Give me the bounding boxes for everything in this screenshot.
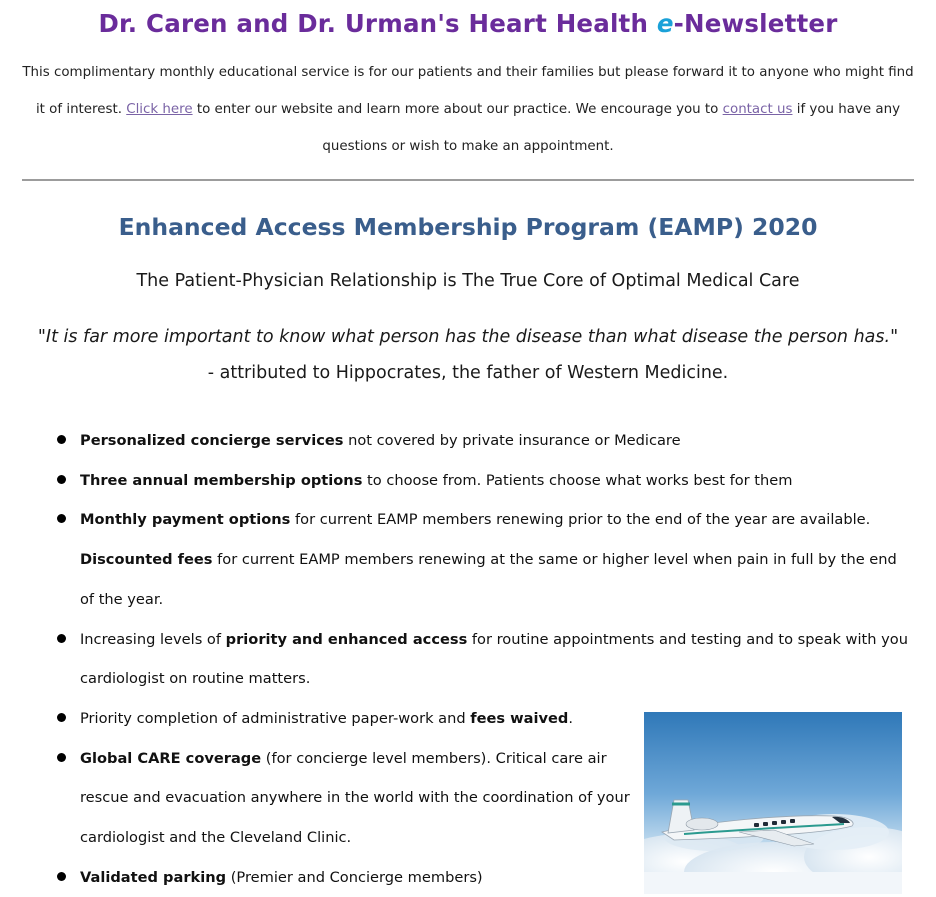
bullet-icon <box>57 475 66 484</box>
benefit-item <box>22 500 914 619</box>
program-title: Enhanced Access Membership Program (EAMP) 2020 <box>118 213 818 241</box>
benefit-bold: Monthly payment options <box>80 511 291 529</box>
intro-text-3: if you have any questions or wish to make an appointment. <box>322 102 901 154</box>
benefit-pre: Priority completion of administrative paper-work and <box>80 709 471 727</box>
bullet-icon <box>57 753 66 762</box>
masthead-prefix: Dr. Caren and Dr. Urman's Heart Health <box>98 9 657 38</box>
benefit-text: to choose from. Patients choose what works best for them <box>362 471 793 489</box>
benefit-item <box>22 421 914 461</box>
quote-attribution: - attributed to Hippocrates, the father of Western Medicine. <box>207 363 729 383</box>
intro-text-1: This complimentary monthly educational service is for our patients and their families but please forward it to anyone who might find it of interest. <box>22 65 914 117</box>
benefit-text: (for concierge level members). Critical care air rescue and evacuation anywhere in the world with the coordination of your cardiologist and the Cleveland Clinic. <box>80 749 630 847</box>
program-subtitle: The Patient-Physician Relationship is The True Core of Optimal Medical Care <box>136 271 800 291</box>
newsletter-masthead <box>22 9 914 38</box>
benefit-bold: priority and enhanced access <box>225 630 468 648</box>
bullet-icon <box>57 634 66 643</box>
masthead-suffix: -Newsletter <box>673 9 838 38</box>
bullet-icon <box>57 514 66 523</box>
benefit-text-2: for current EAMP members renewing at the same or higher level when pain in full by the end of the year. <box>80 551 897 608</box>
bullet-icon <box>57 713 66 722</box>
benefit-text: not covered by private insurance or Medicare <box>343 432 681 449</box>
benefit-text: for current EAMP members renewing prior to the end of the year are available. <box>290 511 871 529</box>
hippocrates-quote-block <box>22 319 914 391</box>
benefit-text: for routine appointments and testing and to speak with you cardiologist on routine matters. <box>80 630 908 688</box>
bullet-icon <box>57 872 66 881</box>
bullet-icon <box>57 435 66 444</box>
benefit-item <box>22 461 914 501</box>
benefit-bold: fees waived <box>470 709 569 727</box>
intro-paragraph <box>22 54 914 165</box>
benefit-bold: Personalized concierge services <box>80 432 344 449</box>
private-jet-photo <box>644 712 902 894</box>
benefit-text: (Premier and Concierge members) <box>226 868 483 886</box>
intro-text-2: to enter our website and learn more about our practice. We encourage you to <box>192 102 723 117</box>
benefit-pre: Increasing levels of <box>80 630 226 648</box>
benefit-bold: Global CARE coverage <box>80 749 262 767</box>
benefit-bold-2: Discounted fees <box>80 551 213 569</box>
benefit-text: . <box>568 709 574 727</box>
masthead-e-letter: e <box>656 9 674 38</box>
section-divider <box>22 179 914 181</box>
benefit-bold: Validated parking <box>80 868 227 886</box>
benefit-item <box>22 620 914 699</box>
quote-text: "It is far more important to know what person has the disease than what disease the person has." <box>37 327 899 347</box>
benefit-bold: Three annual membership options <box>80 471 363 489</box>
contact-us-link[interactable]: contact us <box>722 102 793 117</box>
website-link[interactable]: Click here <box>126 102 193 117</box>
